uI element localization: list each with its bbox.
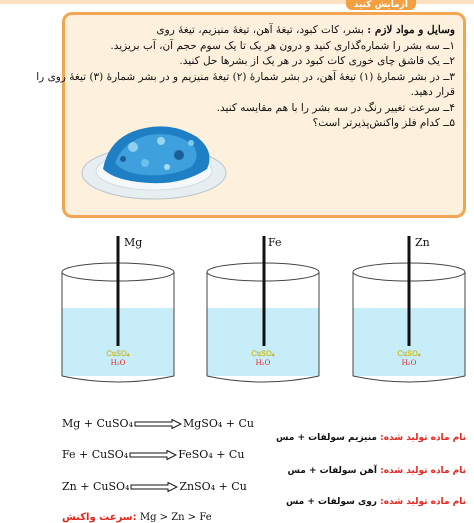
metal-label-zn: Zn [415,236,430,249]
product-label: نام ماده تولید شده: [380,466,466,476]
equation-fe [62,448,244,461]
solution-label-fe-2: H₂O [255,359,271,367]
step-3-cont: قرار دهید. [410,86,455,98]
arrow-icon [130,482,178,492]
step-1: ۱ــ سه بشر را شماره‌گذاری کنید و درون هر یک تا یک سوم حجم آن، آب بریزید. [110,39,455,52]
solution-label-zn-1: CuSO₄ [397,350,421,358]
step-4: ۴ــ سرعت تغییر رنگ در سه بشر را با هم مقایسه کنید. [216,101,455,114]
beakers-illustration [0,228,474,388]
equation-zn [62,480,247,493]
product-fe [288,466,466,476]
product-value: آهن سولفات + مس [287,466,381,476]
equation-fe-left: Fe + CuSO₄ [62,448,129,461]
equation-zn-right: ZnSO₄ + Cu [179,480,247,493]
product-label: نام ماده تولید شده: [380,497,466,507]
experiment-box [36,12,466,218]
product-value: روی سولفات + مس [285,497,381,507]
materials-text: بشر، کات کبود، تیغهٔ آهن، تیغهٔ منیزیم، تیغهٔ روی [156,24,368,36]
arrow-icon [134,419,182,429]
experiment-tag: آزمایش کنید [346,0,416,10]
equation-mg [62,417,254,430]
speed-label: سرعت واکنش: [62,512,137,523]
materials-label: وسایل و مواد لازم : [367,24,455,36]
equation-fe-right: FeSO₄ + Cu [178,448,245,461]
metal-label-fe: Fe [268,236,282,249]
solution-label-fe-1: CuSO₄ [251,350,275,358]
arrow-icon [129,450,177,460]
product-zn [286,497,466,507]
equation-mg-right: MgSO₄ + Cu [182,417,254,430]
metal-label-mg: Mg [124,236,143,249]
solution-label-mg-2: H₂O [110,359,126,367]
step-3: ۳ــ در بشر شمارهٔ (۱) تیغهٔ آهن، در بشر شمارهٔ (۲) تیغهٔ منیزیم و در بشر شمارهٔ (۳) تیغهٔ روی را [36,70,455,83]
equation-zn-left: Zn + CuSO₄ [62,480,130,493]
speed-value: Mg > Zn > Fe [139,512,212,523]
step-2: ۲ــ یک قاشق چای خوری کات کبود در هر یک از بشرها حل کنید. [179,55,455,67]
solution-label-mg-1: CuSO₄ [106,350,130,358]
solution-label-zn-2: H₂O [401,359,417,367]
reaction-speed [62,512,212,523]
product-mg [276,433,466,443]
equation-mg-left: Mg + CuSO₄ [62,417,133,430]
product-value: منیزیم سولفات + مس [276,433,381,443]
step-5: ۵ــ کدام فلز واکنش‌پذیرتر است؟ [312,117,455,129]
materials-line [63,23,455,39]
copper-sulfate-plate-image [79,107,229,207]
product-label: نام ماده تولید شده: [380,433,466,443]
